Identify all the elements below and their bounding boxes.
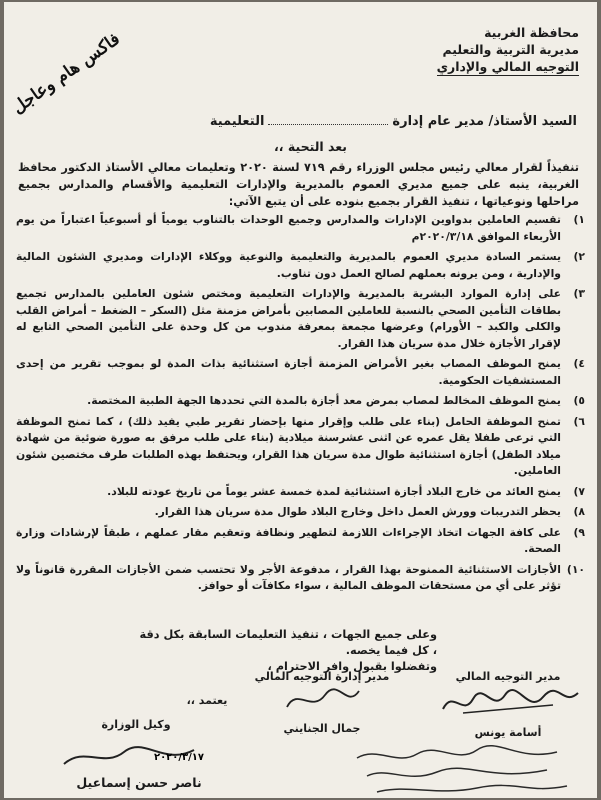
item-number: ٦) bbox=[573, 414, 585, 428]
handwritten-notes bbox=[347, 744, 577, 798]
list-item bbox=[16, 525, 585, 558]
signer-title: مدير التوجيه المالي bbox=[455, 670, 561, 683]
signer-name: ناصر حسن إسماعيل bbox=[76, 775, 202, 790]
urgent-fax-stamp: فاكس هام وعاجل bbox=[8, 29, 124, 119]
closing-block bbox=[137, 627, 437, 675]
handwritten-signature bbox=[247, 683, 397, 719]
addressee-line bbox=[210, 114, 577, 129]
blank-field bbox=[268, 124, 388, 125]
directorate-name: مديرية التربية والتعليم bbox=[442, 42, 579, 57]
item-number: ٥) bbox=[573, 394, 585, 407]
list-item bbox=[16, 414, 585, 480]
list-item bbox=[16, 484, 585, 501]
deputy-title: وكيل الوزارة bbox=[101, 718, 171, 731]
memo-document bbox=[4, 2, 597, 798]
intro-paragraph: تنفيذاً لقرار معالي رئيس مجلس الوزراء رقم ٧١٩ لسنة ٢٠٢٠ وتعليمات معالي الأستاذ الدكتور محافظ الغربية، ينبه على جميع مديري العموم بالمديرية والإدارات التعليمية والأقسام والمدارس بجميع مراحلها ونوعياتها ، تنفيذ القرار بجميع بنوده على أن يتبع الآتي: bbox=[18, 161, 579, 208]
item-text: الأجازات الاستثنائية الممنوحة بهذا القرار ، مدفوعة الأجر ولا تحتسب ضمن الأجازات المقررة قانوناً ولا تؤثر على أي من مستحقات الموظف المالية ، سواء مكافآت أو حوافز. bbox=[16, 562, 561, 592]
item-text: يحظر التدريبات وورش العمل داخل وخارج البلاد طوال مدة سريان هذا القرار. bbox=[154, 505, 561, 518]
list-item bbox=[16, 212, 585, 245]
item-text: تمنح الموظفة الحامل (بناء على طلب وإقرار منها بإحضار تقرير طبي يفيد ذلك) ، كما تمنح الموظفة التي ترعى طفلا يقل عمره عن اثنى عشرسنة ميلادية (بناء على طلب مرفق به صورة ضوئية من شهادة ميلاد الطفل) أجازة استثنائية طوال مدة سريان هذا القرار، ويحتفظ بهذه الطلبات طرف مختصين شئون العاملين. bbox=[16, 414, 561, 477]
item-text: يستمر السادة مديري العموم بالمديرية والتعليمية والنوعية ووكلاء الإدارات ومديري الشئون المالية والإدارية ، ومن يرونه بعملهم لصالح العمل دون تناوب. bbox=[16, 250, 561, 280]
list-item bbox=[16, 249, 585, 282]
signature-deputy bbox=[44, 742, 234, 790]
list-item bbox=[16, 393, 585, 410]
closing-instruction: وعلى جميع الجهات ، تنفيذ التعليمات السابقة بكل دقة ، كل فيما يخصه. bbox=[139, 628, 437, 657]
greeting: بعد التحية ،، bbox=[274, 139, 347, 154]
item-text: يمنح الموظف المخالط لمصاب بمرض معد أجازة بالمدة التي تحددها الجهة الطبية المختصة. bbox=[87, 394, 561, 407]
list-item bbox=[16, 504, 585, 521]
item-text: على كافة الجهات اتخاذ الإجراءات اللازمة لتطهير ونظافة وتعقيم مقار عملهم ، طبقاً لإرشادات وزارة الصحة. bbox=[16, 525, 561, 555]
item-text: يمنح الموظف المصاب بغير الأمراض المزمنة أجازة استثنائية بذات المدة لو بموجب تقرير من إحدى المستشفيات الحكومية. bbox=[16, 357, 561, 387]
signer-name: جمال الجنايني bbox=[283, 722, 361, 735]
approval-label: يعتمد ،، bbox=[186, 694, 228, 707]
item-number: ٣) bbox=[573, 287, 585, 300]
item-number: ٧) bbox=[573, 484, 585, 498]
item-number: ٨) bbox=[573, 505, 585, 518]
signature-director bbox=[433, 670, 583, 739]
item-text: يمنح العائد من خارج البلاد أجازة استثنائية لمدة خمسة عشر يوماً من تاريخ عودته للبلاد. bbox=[107, 484, 561, 498]
signature-admin bbox=[247, 670, 397, 735]
item-number: ٩) bbox=[573, 525, 585, 539]
item-number: ١) bbox=[573, 213, 585, 226]
governorate-name: محافظة الغربية bbox=[484, 25, 579, 40]
item-number: ١٠) bbox=[566, 562, 585, 576]
signer-title: مدير إدارة التوجيه المالي bbox=[254, 670, 390, 683]
item-text: تقسيم العاملين بدواوين الإدارات والمدارس وجميع الوحدات بالتناوب يومياً أو أسبوعياً اعتباراً من يوم الأربعاء الموافق ٢٠٢٠/٣/١٨م bbox=[16, 213, 561, 243]
department-name: التوجيه المالي والإداري bbox=[436, 59, 579, 74]
handwritten-signature bbox=[433, 683, 583, 723]
item-text: على إدارة الموارد البشرية بالمديرية والإدارات التعليمية ومختص شئون العاملين بالمدارس تجميع بطاقات التأمين الصحي بالنسبة للعاملين المصابين بأمراض مزمنة مثل (السكر – الضغط – أمراض القلب والكلى والكبد – الأورام) وعرضها مجمعة بمعرفة مندوب من كل وحدة على التأمين الصحي التابع له لإقرار الأجازة خلال مدة سريان هذا القرار. bbox=[16, 287, 561, 350]
signer-name: أسامة يونس bbox=[474, 726, 542, 739]
closing-regards: وتفضلوا بقبول وافر الاحترام ، bbox=[267, 660, 437, 673]
list-item bbox=[16, 356, 585, 389]
handwritten-signature bbox=[44, 742, 234, 772]
addressee-dept: التعليمية bbox=[209, 114, 265, 129]
item-number: ٢) bbox=[573, 250, 585, 263]
handwritten-date: ٢٠٢٠/٣/١٧ bbox=[153, 752, 204, 763]
item-number: ٤) bbox=[573, 357, 585, 370]
list-item bbox=[16, 562, 585, 595]
instructions-list bbox=[16, 212, 585, 599]
addressee-prefix: السيد الأستاذ/ مدير عام إدارة bbox=[392, 114, 577, 129]
letterhead bbox=[437, 24, 579, 76]
list-item bbox=[16, 286, 585, 352]
